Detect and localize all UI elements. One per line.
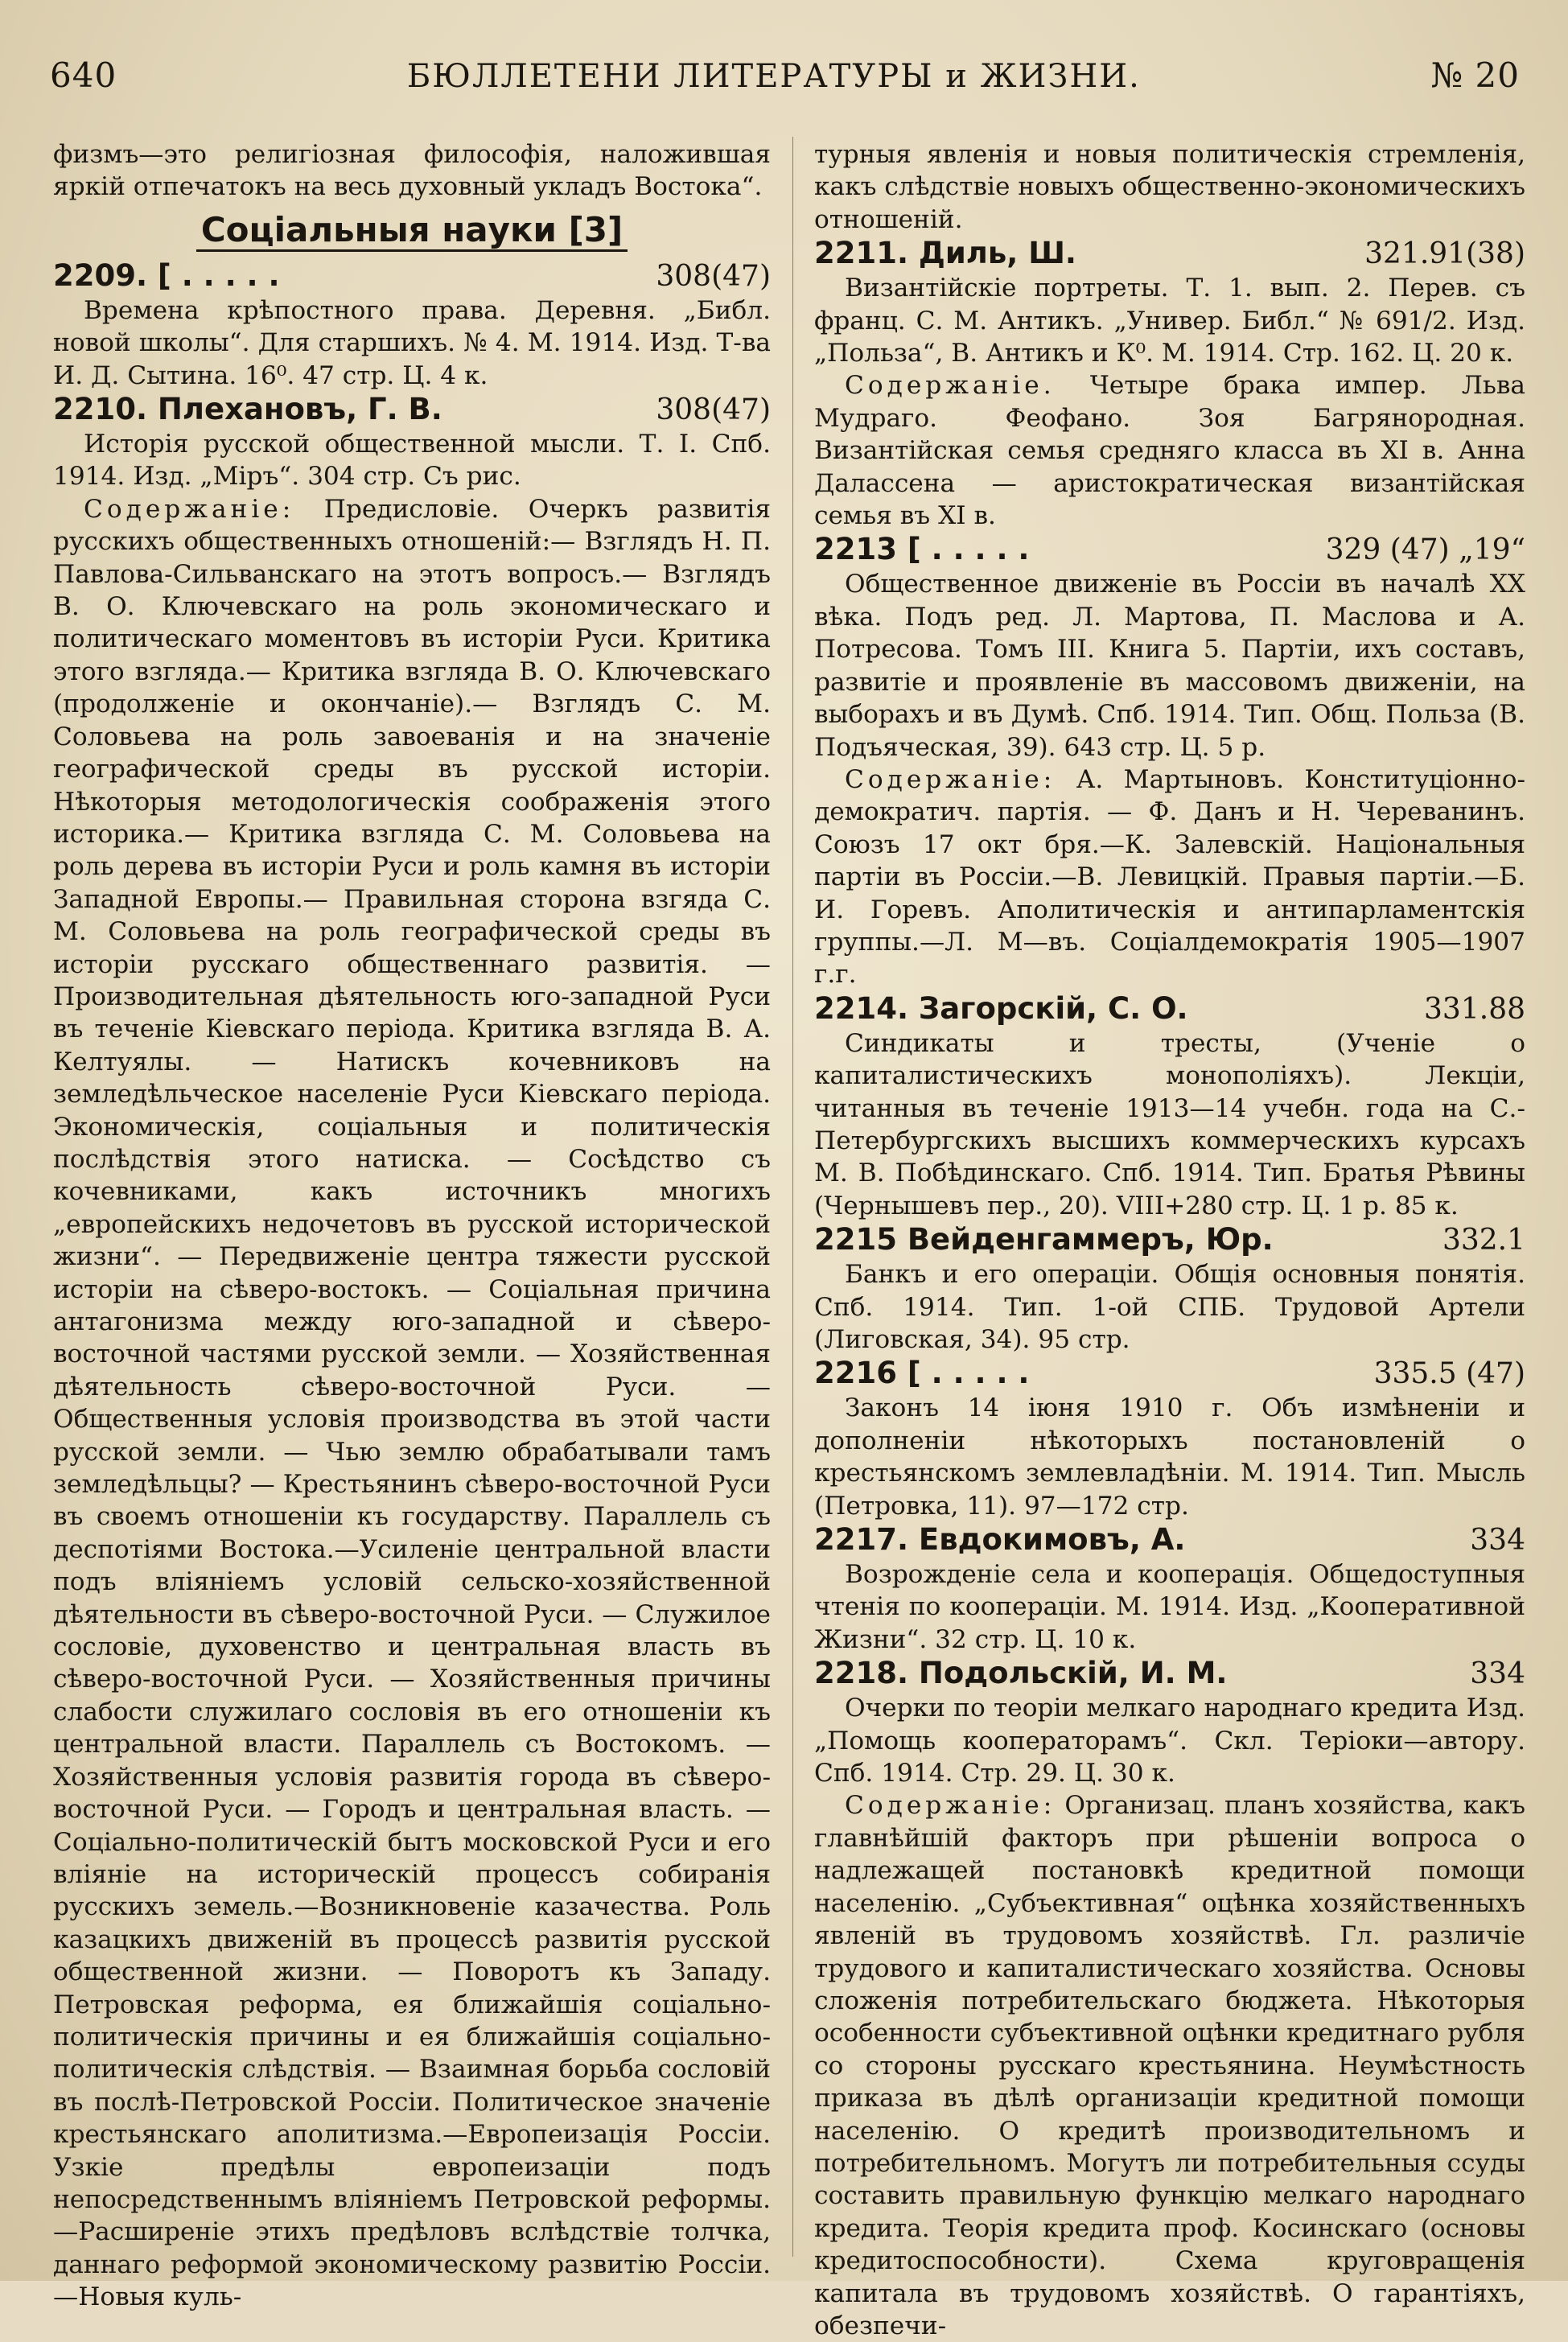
entry-author: 2210. Плехановъ, Г. В. [53,392,442,427]
entry-description: Синдикаты и тресты, (Ученіе о капиталистическихъ монополіяхъ). Лекціи, читанныя въ теченіе 1913—14 учебн. года на С.-Петербургскихъ высшихъ коммерческихъ курсахъ М. В. Побѣдинскаго. Спб. 1914. Тип. Братья Рѣвины (Чернышевъ пер., 20). VIII+280 стр. Ц. 1 р. 85 к. [814,1028,1525,1220]
entry-author: 2218. Подольскій, И. М. [814,1656,1228,1691]
entry-class-number: 334 [1470,1524,1525,1558]
contents-text: А. Мартыновъ. Конституціонно-демократич. партія. — Ф. Данъ и Н. Череванинъ. Союзъ 17 окт бря.—К. Залевскій. Національныя партіи въ Россіи.—В. Левицкій. Правыя партіи.—Б. И. Горевъ. Аполитическія и антипарламентскія группы.—Л. М—въ. Соціалдемократія 1905—1907 г.г. [814,764,1526,990]
entry-2211 [814,236,1525,532]
section-title: Соціальныя науки [3] [53,207,771,253]
entry-class-number: 331.88 [1424,992,1525,1026]
entry-2215 [814,1222,1525,1356]
entry-description: Банкъ и его операціи. Общія основныя понятія. Спб. 1914. Тип. 1-ой СПБ. Трудовой Артели (Лиговская, 34). 95 стр. [814,1260,1525,1354]
entry-author: 2217. Евдокимовъ, А. [814,1522,1186,1558]
entry-description: Исторія русской общественной мысли. Т. I. Спб. 1914. Изд. „Міръ“. 304 стр. Съ рис. [53,430,771,492]
left-column [53,138,771,2312]
entry-heading [53,392,771,428]
entry-2218 [814,1656,1525,2342]
entry-author: 2213 [ . . . . . [814,532,1030,567]
entry-author: 2211. Диль, Ш. [814,236,1076,271]
entry-2214 [814,991,1525,1222]
entry-contents [814,1789,1525,2342]
contents-label: Содержаніе: [845,1791,1056,1821]
entry-2213 [814,532,1525,990]
contents-text: Четыре брака импер. Льва Мудраго. Феофано. Зоя Багрянородная. Византійская семья средняго класса въ XI в. Анна Далассена — аристократическая византійская семья въ XI в. [814,371,1525,531]
page-number: 640 [50,56,117,95]
entry-heading [814,236,1525,272]
contents-label: Содержаніе: [845,764,1056,794]
contents-label: Содержаніе. [845,371,1056,401]
page-header [50,39,1520,95]
entry-class-number: 335.5 (47) [1373,1357,1525,1391]
entry-class-number: 334 [1470,1657,1525,1691]
entry-heading [814,1222,1525,1258]
right-column [814,138,1526,2340]
intro-text: физмъ—это религіозная философія, наложившая яркій отпечатокъ на весь духовный укладъ Востока“. [53,140,771,202]
entry-description: Законъ 14 іюня 1910 г. Объ измѣненіи и дополненіи нѣкоторыхъ постановленій о крестьянскомъ землевладѣніи. М. 1914. Тип. Мысль (Петровка, 11). 97—172 стр. [814,1393,1525,1521]
entry-description: Возрожденіе села и кооперація. Общедоступныя чтенія по коопераціи. М. 1914. Изд. „Кооперативной Жизни“. 32 стр. Ц. 10 к. [814,1560,1525,1654]
entry-heading [814,1522,1525,1558]
entry-class-number: 329 (47) „19“ [1325,533,1525,567]
entry-author: 2216 [ . . . . . [814,1356,1030,1391]
column-divider [792,137,793,2257]
entry-contents [814,369,1525,532]
entry-description: Византійскіе портреты. Т. 1. вып. 2. Перев. съ франц. С. М. Антикъ. „Универ. Библ.“ № 691/2. Изд. „Польза“, В. Антикъ и К⁰. М. 1914. Стр. 162. Ц. 20 к. [814,274,1525,368]
entry-class-number: 308(47) [656,393,771,427]
entry-description: Очерки по теоріи мелкаго народнаго кредита Изд. „Помощь кооператорамъ“. Скл. Теріоки—автору. Спб. 1914. Стр. 29. Ц. 30 к. [814,1694,1525,1788]
entry-2210 [53,392,771,2314]
continuation-text: турныя явленія и новыя политическія стремленія, какъ слѣдствіе новыхъ общественно-экономическихъ отношеній. [814,140,1525,234]
contents-text: Организац. планъ хозяйства, какъ главнѣйшій факторъ при рѣшеніи вопроса о надлежащей постановкѣ кредитной помощи населенію. „Субъективная“ оцѣнка хозяйственныхъ явленій въ трудовомъ хозяйствѣ. Гл. различіе трудового и капиталистическаго хозяйства. Основы сложенія потребительскаго бюджета. Нѣкоторыя особенности субъективной оцѣнки кредитнаго рубля со стороны русскаго крестьянина. Неумѣстность приказа въ дѣлѣ организаціи кредитной помощи населенію. О кредитѣ производительномъ и потребительномъ. Могутъ ли потребительныя ссуды составить правильную функцію мелкаго народнаго кредита. Теорія кредита проф. Косинскаго (основы кредитоспособности). Схема круговращенія капитала въ трудовомъ хозяйствѣ. О гарантіяхъ, обезпечи- [814,1791,1525,2340]
issue-number: № 20 [1430,56,1520,95]
entry-heading [814,1656,1525,1692]
entry-author: 2209. [ . . . . . [53,257,280,293]
entry-class-number: 332.1 [1442,1224,1525,1257]
contents-label: Содержаніе: [84,494,295,524]
entry-class-number: 321.91(38) [1364,237,1525,271]
entry-heading [814,532,1525,568]
entry-author: 2215 Вейденгаммеръ, Юр. [814,1222,1274,1257]
entry-2216 [814,1356,1525,1522]
entry-description: Общественное движеніе въ Россіи въ началѣ XX вѣка. Подъ ред. Л. Мартова, П. Маслова и А. Потресова. Томъ III. Книга 5. Партіи, ихъ составъ, развитіе и проявленіе въ массовомъ движеніи, на выборахъ и въ Думѣ. Спб. 1914. Тип. Общ. Польза (В. Подъяческая, 39). 643 стр. Ц. 5 р. [814,570,1525,762]
entry-heading [814,1356,1525,1392]
journal-title: БЮЛЛЕТЕНИ ЛИТЕРАТУРЫ и ЖИЗНИ. [406,58,1141,95]
entry-description: Времена крѣпостного права. Деревня. „Библ. новой школы“. Для старшихъ. № 4. М. 1914. Изд. Т-ва И. Д. Сытина. 16⁰. 47 стр. Ц. 4 к. [53,295,771,390]
entry-contents [814,764,1525,991]
entry-class-number: 308(47) [656,259,771,293]
entry-author: 2214. Загорскій, С. О. [814,990,1188,1026]
entry-2217 [814,1522,1525,1656]
entry-2209 [53,258,771,392]
entry-contents [53,493,771,2314]
entry-heading [814,991,1525,1027]
entry-heading [53,258,771,294]
contents-text: Предисловіе. Очеркъ развитія русскихъ общественныхъ отношеній:— Взглядъ Н. П. Павлова-Сильванскаго на этотъ вопросъ.— Взглядъ В. О. Ключевскаго на роль экономическаго и политическаго моментовъ въ исторіи Руси. Критика этого взгляда.— Критика взгляда В. О. Ключевскаго (продолженіе и окончаніе).— Взглядъ С. М. Соловьева на роль завоеванія и на значеніе географической среды въ русской исторіи. Нѣкоторыя методологическія соображенія этого историка.— Критика взгляда С. М. Соловьева на роль дерева въ исторіи Руси и роль камня въ исторіи Западной Европы.— Правильная сторона взгяда С. М. Соловьева на роль географической среды въ исторіи русскаго общественнаго развитія. — Производительная дѣятельность юго-западной Руси въ теченіе Кіевскаго періода. Критика взгляда В. А. Келтуялы. — Натискъ кочевниковъ на земледѣльческое населеніе Руси Кіевскаго періода. Экономическія, соціальныя и политическія послѣдствія этого натиска. — Сосѣдство съ кочевниками, какъ источникъ многихъ „европейскихъ недочетовъ въ русской исторической жизни“. — Передвиженіе центра тяжести русской исторіи на сѣверо-востокъ. — Соціальная причина антагонизма между юго-западной и сѣверо-восточной частями русской земли. — Хозяйственная дѣятельность сѣверо-восточной Руси. — Общественныя условія производства въ этой части русской земли. — Чью землю обрабатывали тамъ земледѣльцы? — Крестьянинъ сѣверо-восточной Руси въ своемъ отношеніи къ государству. Параллель съ деспотіями Востока.—Усиленіе центральной власти подъ вліяніемъ условій сельско-хозяйственной дѣятельности въ сѣверо-восточной Руси. — Служилое сословіе, духовенство и центральная власть въ сѣверо-восточной Руси. — Хозяйственныя причины слабости служилаго сословія въ его отношеніи къ центральной власти. Параллель съ Востокомъ. — Хозяйственныя условія развитія города въ сѣверо-восточной Руси. — Городъ и центральная власть. — Соціально-политическій бытъ московской Руси и его вліяніе на историческій процессъ собиранія русскихъ земель.—Возникновеніе казачества. Роль казацкихъ движеній въ процессѣ развитія русской общественной жизни. — Поворотъ къ Западу. Петровская реформа, ея ближайшія соціально-политическія причины и ея ближайшія соціально-политическія слѣдствія. — Взаимная борьба сословій въ послѣ-Петровской Россіи. Политическое значеніе крестьянскаго аполитизма.—Европеизація Россіи. Узкіе предѣлы европеизаціи подъ непосредственнымъ вліяніемъ Петровской реформы.—Расширеніе этихъ предѣловъ вслѣдствіе толчка, даннаго реформой экономическому развитію Россіи.—Новыя куль- [53,494,771,2312]
